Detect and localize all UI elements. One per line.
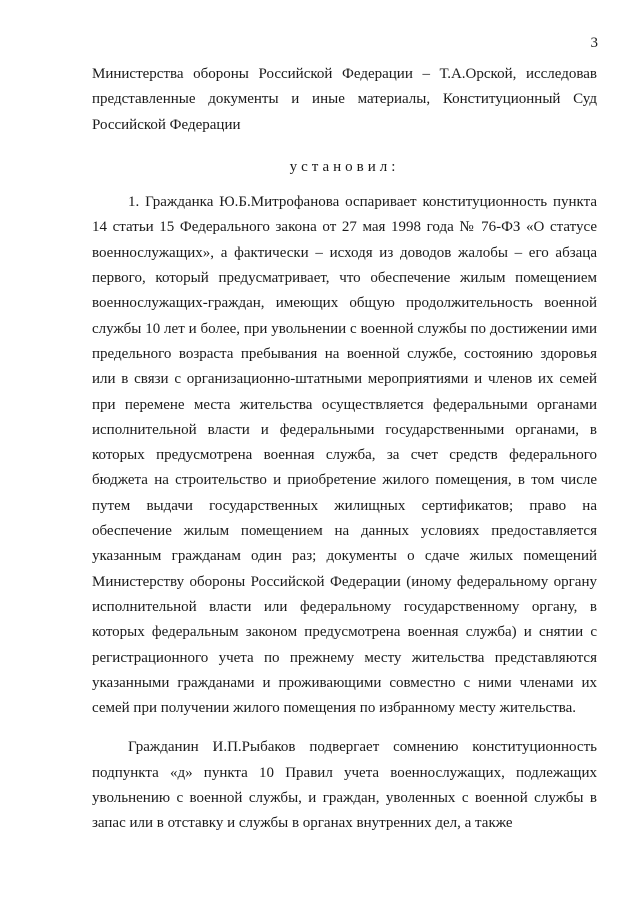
section-heading: установил: xyxy=(289,158,400,175)
opening-paragraph: Министерства обороны Российской Федерации – Т.А.Орской, исследовав представленные документы и иные материалы, Конституционный Суд Российской Федерации xyxy=(92,66,597,133)
paragraph-2: Гражданин И.П.Рыбаков подвергает сомнению конституционность подпункта «д» пункта 10 Правил учета военнослужащих, подлежащих увольнению с военной службы, и граждан, уволенных с военной службы в запас или в отставку и службы в органах внутренних дел, а также xyxy=(92,739,597,832)
paragraph-1: 1. Гражданка Ю.Б.Митрофанова оспаривает конституционность пункта 14 статьи 15 Федерального закона от 27 мая 1998 года № 76-ФЗ «О статусе военнослужащих», а фактически – исходя из доводов жалобы – его абзаца первого, который предусматривает, что обеспечение жилым помещением военнослужащих-граждан, имеющих общую продолжительность военной службы 10 лет и более, при увольнении с военной службы по достижении ими предельного возраста пребывания на военной службе, состоянию здоровья или в связи с организационно-штатными мероприятиями и членов их семей при перемене места жительства осуществляется федеральными органами исполнительной власти и федеральными государственными органами, в которых предусмотрена военная служба, за счет средств федерального бюджета на строительство и приобретение жилого помещения, в том числе путем выдачи государственных жилищных сертификатов; право на обеспечение жилым помещением на данных условиях предоставляется указанным гражданам один раз; документы о сдаче жилых помещений Министерству обороны Российской Федерации (иному федеральному органу исполнительной власти или федеральному государственному органу, в которых федеральным законом предусмотрена военная служба) и снятии с регистрационного учета по прежнему месту жительства представляются указанными гражданами и проживающими совместно с ними членами их семей при получении жилого помещения по избранному месту жительства. xyxy=(92,194,597,717)
document-body xyxy=(92,62,597,837)
page-number: 3 xyxy=(590,35,598,51)
